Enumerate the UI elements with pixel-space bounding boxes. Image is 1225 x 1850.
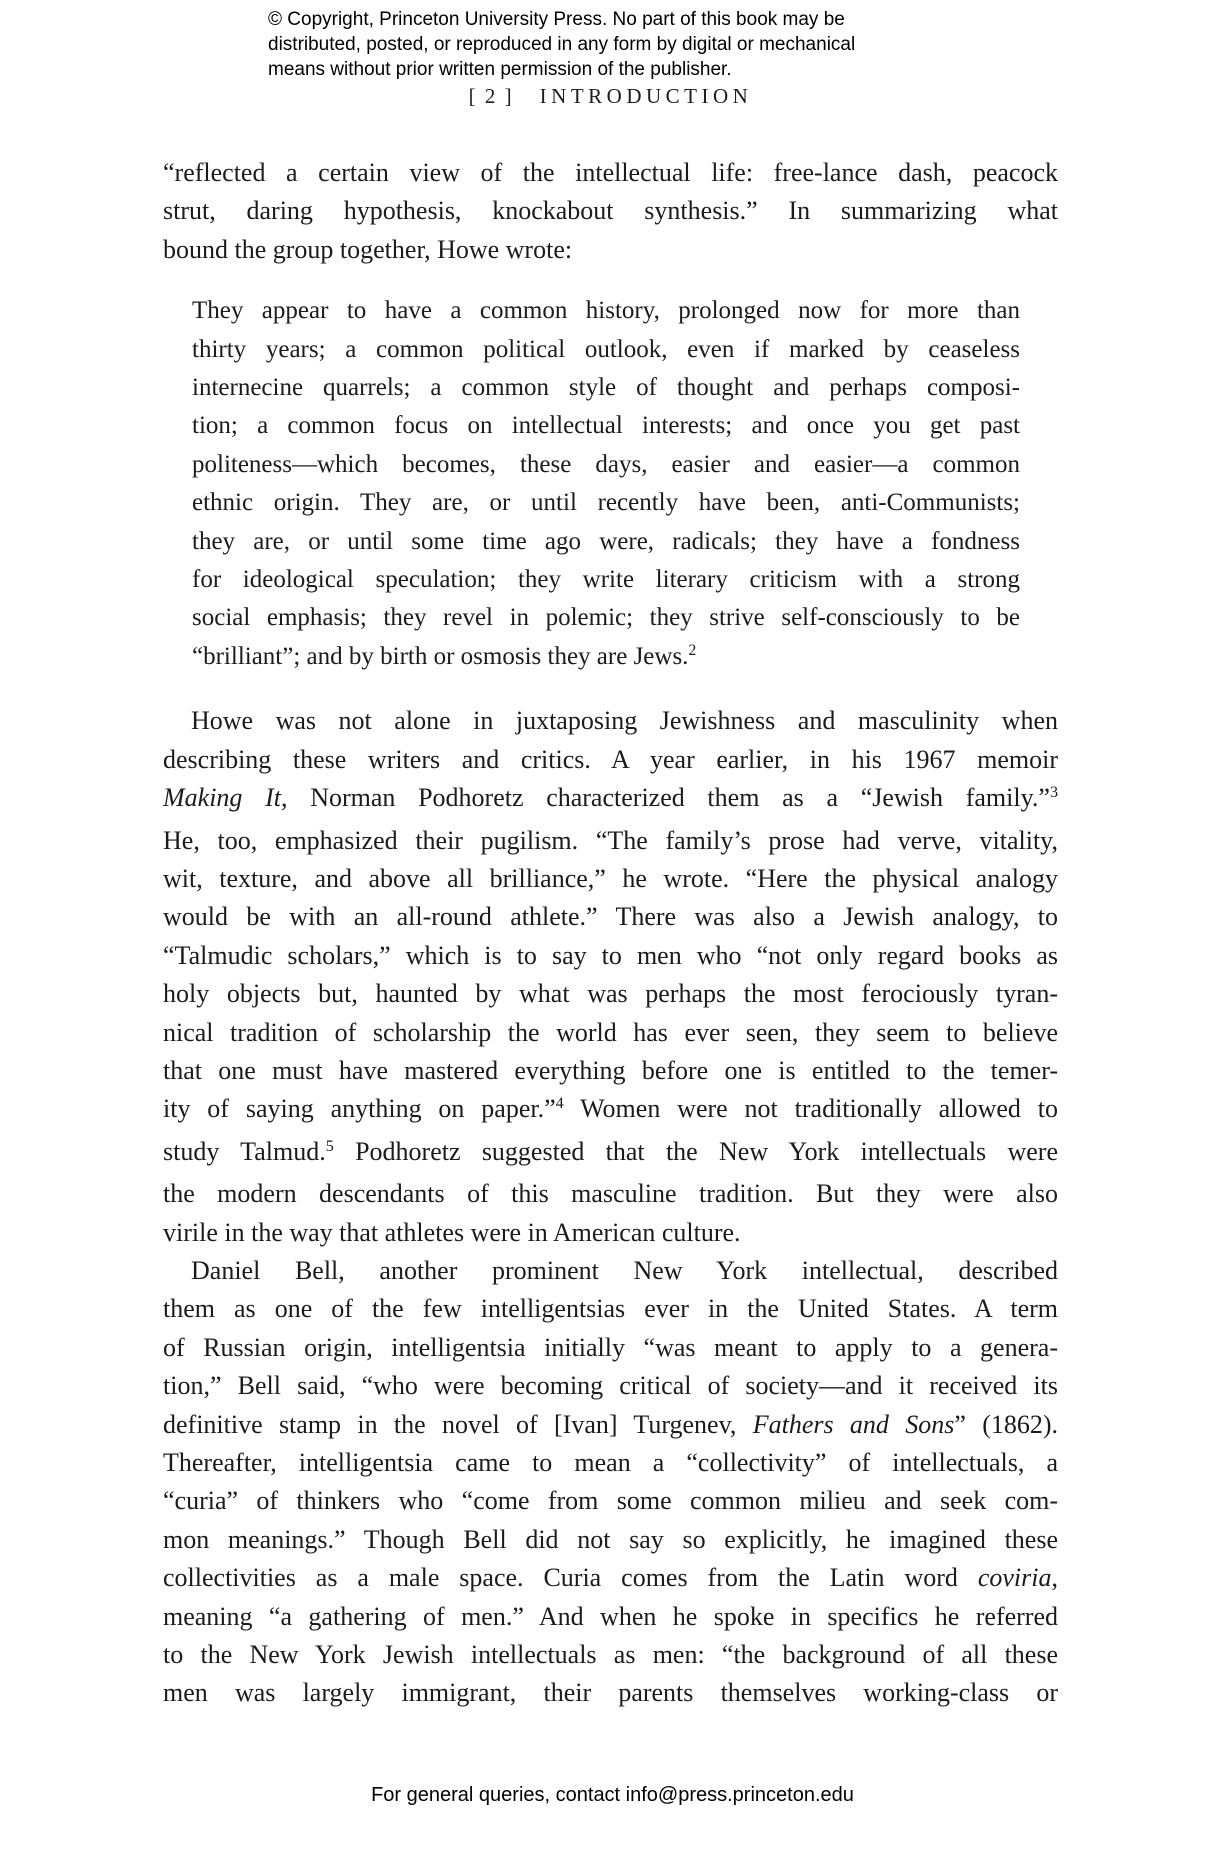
- text-line: for ideological speculation; they write literary criticism with a strong: [192, 566, 1020, 594]
- text-line: tion; a common focus on intellectual interests; and once you get past: [192, 412, 1020, 440]
- text-line: They appear to have a common history, prolonged now for more than: [192, 297, 1020, 325]
- footnote-reference: 4: [555, 1095, 564, 1113]
- text-line: them as one of the few intelligentsias ever in the United States. A term: [163, 1294, 1058, 1324]
- page-footer: [0, 1782, 1225, 1808]
- text-line: collectivities as a male space. Curia comes from the Latin word coviria,: [163, 1563, 1058, 1593]
- text-line: they are, or until some time ago were, radicals; they have a fondness: [192, 527, 1020, 555]
- text-line: that one must have mastered everything before one is entitled to the temer-: [163, 1055, 1058, 1085]
- text-line: mon meanings.” Though Bell did not say so explicitly, he imagined these: [163, 1524, 1058, 1554]
- text-line: describing these writers and critics. A year earlier, in his 1967 memoir: [163, 744, 1058, 774]
- footnote-reference: 3: [1049, 784, 1058, 802]
- text-line: definitive stamp in the novel of [Ivan] Turgenev, Fathers and Sons” (1862).: [163, 1409, 1059, 1439]
- copyright-line: © Copyright, Princeton University Press. No part of this book may be: [268, 9, 845, 30]
- page-number: [ 2 ]: [468, 84, 514, 108]
- text-line: social emphasis; they revel in polemic; they strive self-consciously to be: [192, 604, 1020, 632]
- text-line: Howe was not alone in juxtaposing Jewishness and masculinity when: [191, 706, 1058, 736]
- text-line: He, too, emphasized their pugilism. “The family’s prose had verve, vitality,: [163, 825, 1058, 855]
- running-head: [163, 84, 1058, 108]
- text-line: the modern descendants of this masculine tradition. But they were also: [163, 1179, 1058, 1209]
- text-line: Daniel Bell, another prominent New York intellectual, described: [191, 1255, 1058, 1285]
- text-line: Thereafter, intelligentsia came to mean a “collectivity” of intellectuals, a: [163, 1448, 1058, 1477]
- text-line: “Talmudic scholars,” which is to say to men who “not only regard books as: [163, 940, 1058, 970]
- text-line: politeness—which becomes, these days, easier and easier—a common: [192, 450, 1020, 478]
- text-line: thirty years; a common political outlook, even if marked by ceaseless: [192, 335, 1020, 363]
- text-line: of Russian origin, intelligentsia initially “was meant to apply to a genera-: [163, 1332, 1058, 1362]
- footer-text: For general queries, contact info@press.princeton.edu: [371, 1784, 854, 1806]
- text-line: would be with an all-round athlete.” There was also a Jewish analogy, to: [163, 902, 1058, 932]
- text-line: ethnic origin. They are, or until recently have been, anti-Communists;: [192, 489, 1020, 517]
- paragraph: [163, 1252, 1058, 1713]
- text-line: Making It, Norman Podhoretz characterized them as a “Jewish family.”$^3$: [163, 783, 1058, 813]
- text-line: meaning “a gathering of men.” And when he spoke in specifics he referred: [163, 1601, 1058, 1631]
- text-line: “curia” of thinkers who “come from some common milieu and seek com-: [163, 1486, 1058, 1516]
- text-line: men was largely immigrant, their parents themselves working-class or: [163, 1678, 1058, 1708]
- text-line: nical tradition of scholarship the world has ever seen, they seem to believe: [163, 1017, 1058, 1047]
- section-title: INTRODUCTION: [539, 84, 753, 108]
- text-line: to the New York Jewish intellectuals as men: “the background of all these: [163, 1640, 1058, 1670]
- text-line: “reflected a certain view of the intellectual life: free-lance dash, peacock: [163, 158, 1058, 187]
- text-line: “brilliant”; and by birth or osmosis they are Jews.$^2$: [192, 642, 697, 670]
- text-line: tion,” Bell said, “who were becoming critical of society—and it received its: [163, 1371, 1058, 1401]
- copyright-line: distributed, posted, or reproduced in any form by digital or mechanical: [268, 34, 856, 55]
- text-line: internecine quarrels; a common style of thought and perhaps composi-: [192, 374, 1020, 402]
- copyright-notice: [268, 7, 855, 82]
- copyright-line: means without prior written permission of the publisher.: [268, 59, 732, 80]
- text-line: holy objects but, haunted by what was perhaps the most ferociously tyran-: [163, 979, 1058, 1009]
- paragraph: [163, 702, 1058, 1252]
- text-line: strut, daring hypothesis, knockabout synthesis.” In summarizing what: [163, 196, 1058, 226]
- text-line: study Talmud.$^5$ Podhoretz suggested that the New York intellectuals were: [163, 1136, 1058, 1166]
- text-body: [163, 154, 1058, 1713]
- text-line: bound the group together, Howe wrote:: [163, 234, 573, 264]
- block-quote: [192, 292, 1020, 679]
- text-line: virile in the way that athletes were in American culture.: [163, 1217, 741, 1247]
- footnote-reference: 5: [325, 1137, 334, 1155]
- paragraph: [163, 154, 1058, 269]
- text-line: ity of saying anything on paper.”$^4$ Women were not traditionally allowed to: [163, 1094, 1058, 1124]
- text-line: wit, texture, and above all brilliance,” he wrote. “Here the physical analogy: [163, 863, 1058, 893]
- footnote-reference: 2: [688, 642, 697, 660]
